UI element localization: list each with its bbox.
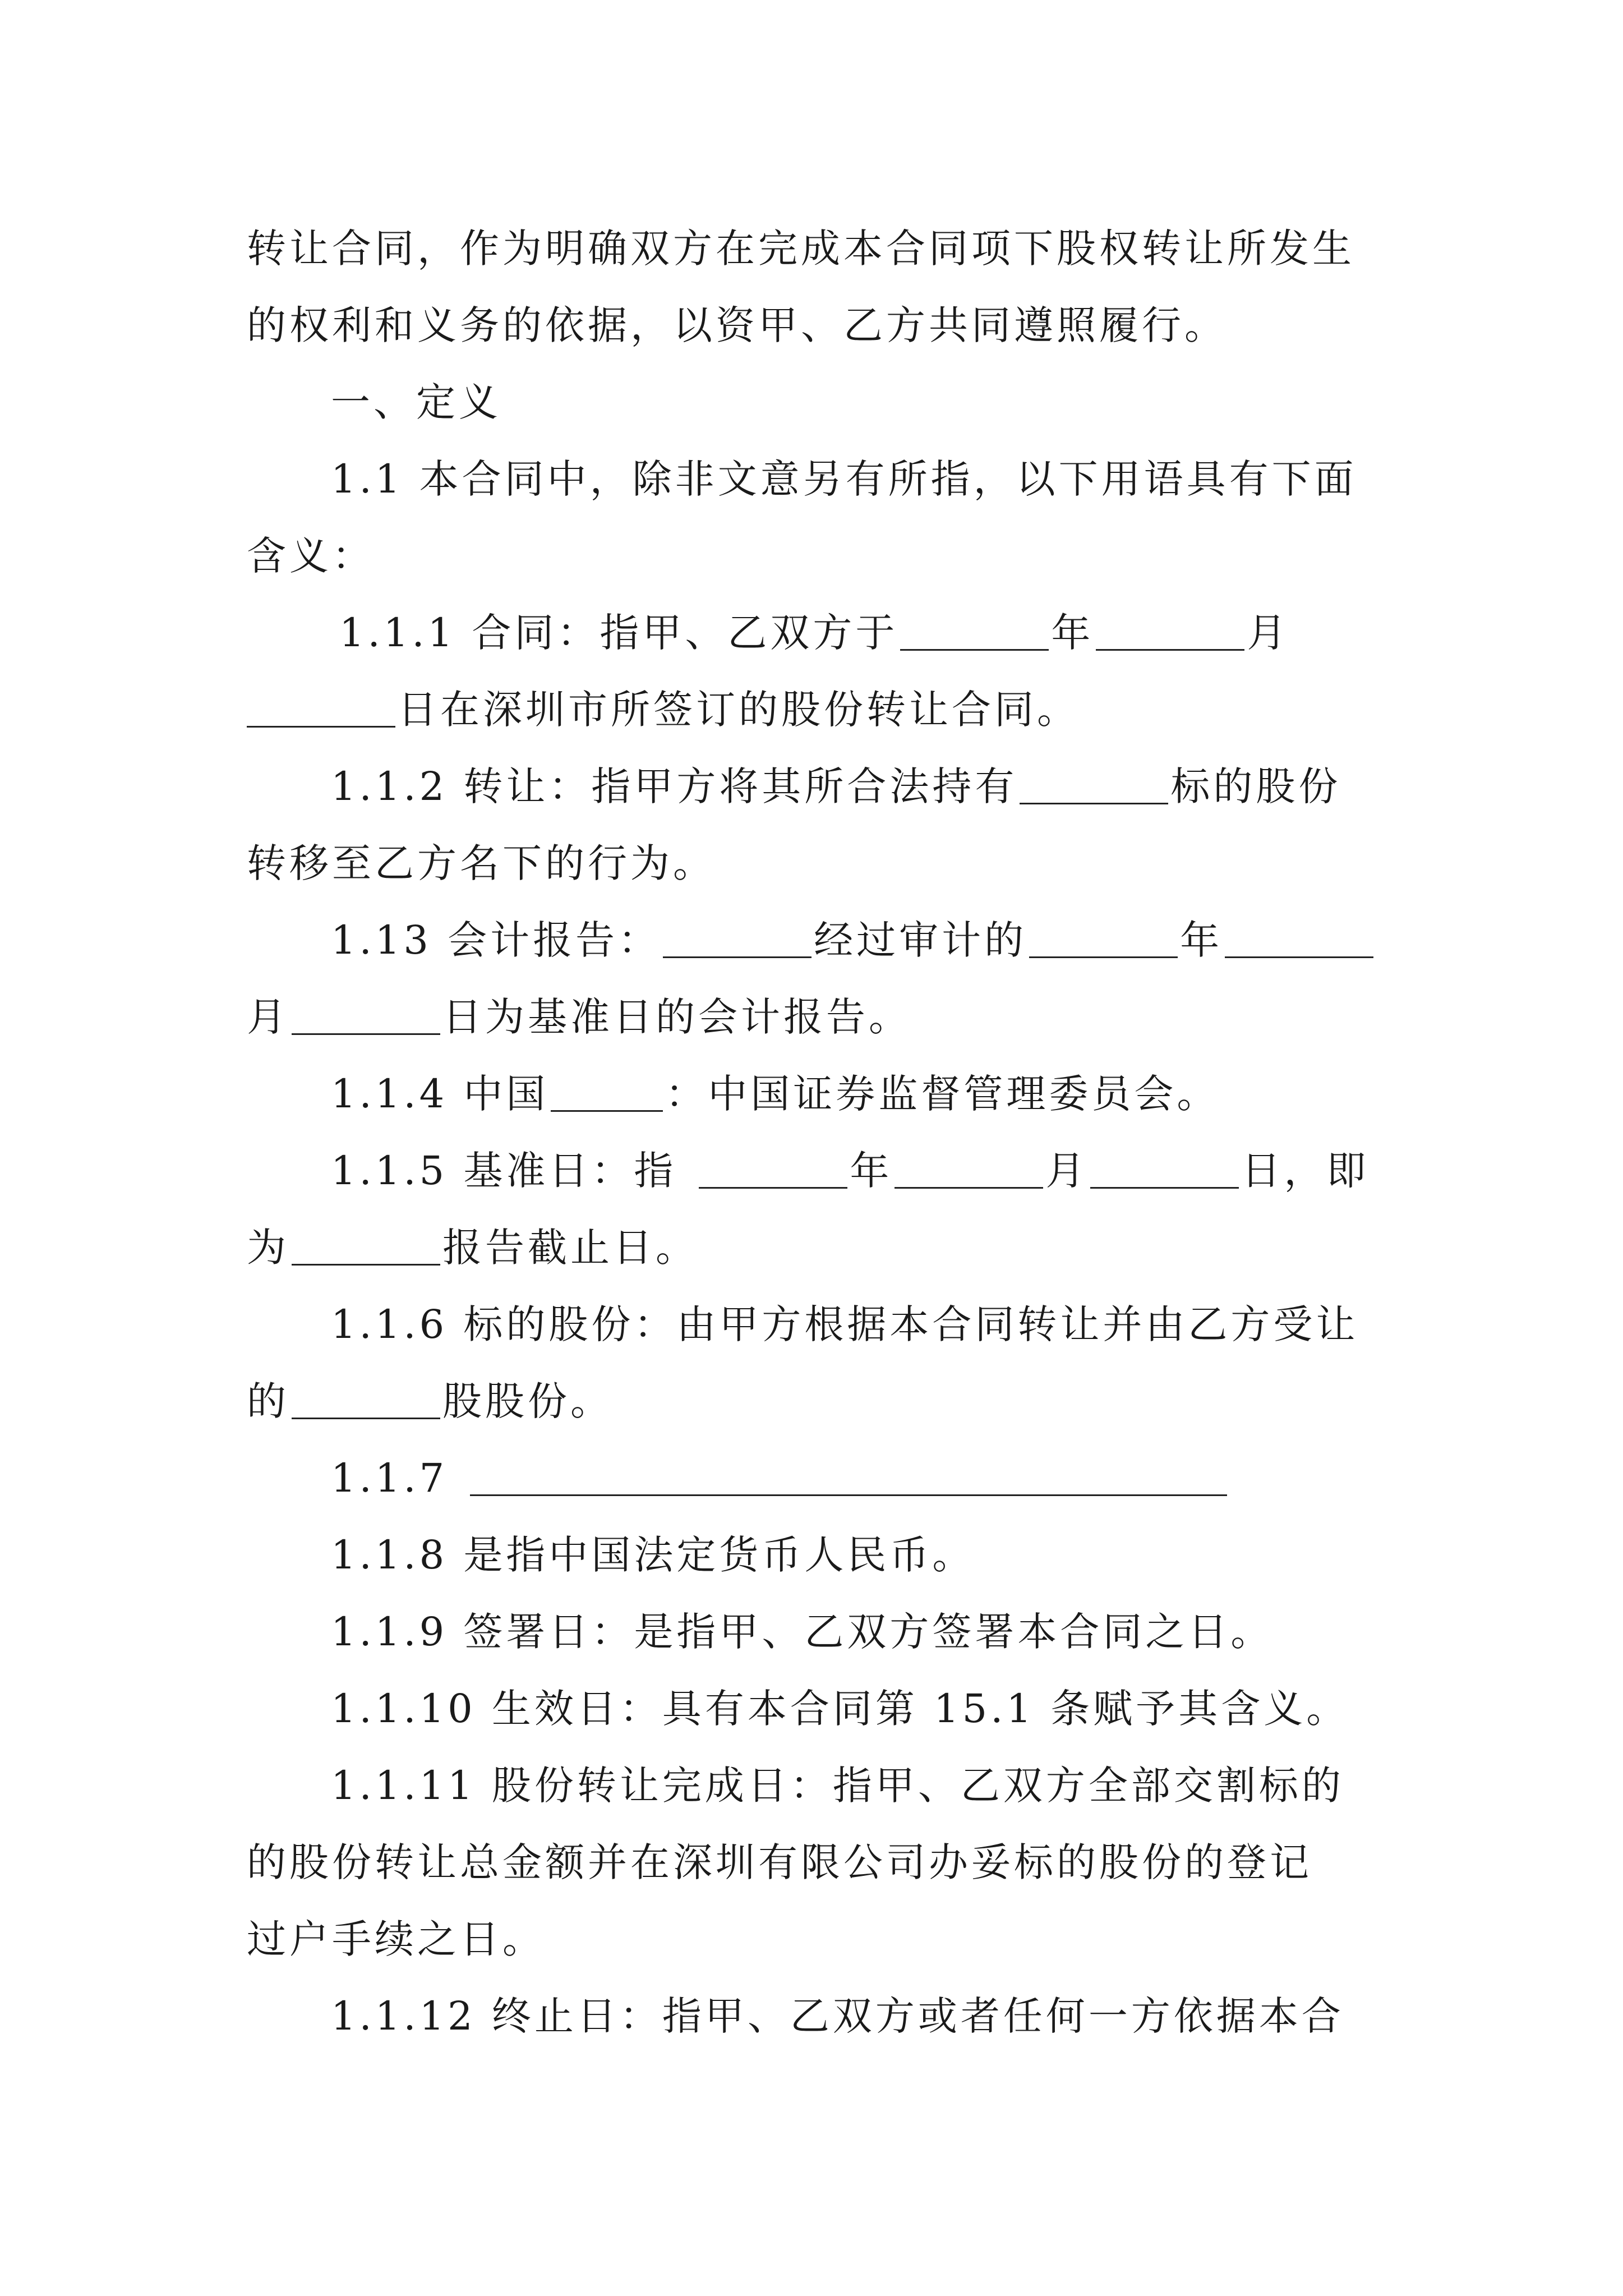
text: 年: [1180, 917, 1223, 963]
clause-1-1-6-line-2: [247, 1363, 1391, 1440]
text: 日，即: [1241, 1148, 1370, 1194]
blank-year[interactable]: [1029, 923, 1178, 958]
clause-1-1-4: [247, 1056, 1391, 1133]
text: 1.1.1 合同：指甲、乙双方于: [339, 610, 898, 656]
clause-1-1-10: [247, 1671, 1391, 1747]
text: ：中国证券监督管理委员会。: [665, 1071, 1220, 1117]
text: 含义：: [247, 533, 375, 579]
text: 月: [1247, 610, 1290, 656]
blank-month-start[interactable]: [1225, 923, 1373, 958]
text: 标的股份: [1170, 763, 1341, 809]
clause-1-1-8: [247, 1517, 1391, 1594]
text: 1.1.5 基准日：指: [331, 1148, 677, 1194]
blank-report[interactable]: [292, 1230, 440, 1266]
text: 月: [247, 994, 289, 1040]
clause-1-1-5-line-1: [247, 1133, 1391, 1209]
text: 转移至乙方名下的行为。: [247, 840, 716, 886]
clause-1-1-1-line-1: [247, 595, 1391, 671]
blank-definition[interactable]: [470, 1461, 1227, 1496]
blank-day[interactable]: [292, 1000, 440, 1035]
text: 1.1.9 签署日：是指甲、乙双方签署本合同之日。: [331, 1609, 1274, 1655]
text: 的权利和义务的依据，以资甲、乙方共同遵照履行。: [247, 302, 1227, 348]
clause-1-1-11-line-3: [247, 1901, 1391, 1978]
clause-1-1-7: [247, 1440, 1391, 1517]
text: 的股份转让总金额并在深圳有限公司办妥标的股份的登记: [247, 1839, 1312, 1885]
clause-1-1-11-line-2: [247, 1824, 1391, 1901]
text: 经过审计的: [814, 917, 1027, 963]
blank-year[interactable]: [699, 1153, 847, 1189]
clause-1-1-line-1: [247, 441, 1391, 518]
text: 1.1.6 标的股份：由甲方根据本合同转让并由乙方受让: [331, 1301, 1359, 1347]
text: 为: [247, 1225, 289, 1271]
text: 年: [850, 1148, 893, 1194]
text: 1.1.11 股份转让完成日：指甲、乙双方全部交割标的: [331, 1763, 1344, 1809]
paragraph-opening-line-1: [247, 210, 1391, 287]
clause-1-1-2-line-1: [247, 748, 1391, 825]
blank-day[interactable]: [1090, 1153, 1239, 1189]
section-title: 一、定义: [331, 379, 501, 425]
text: 的: [247, 1378, 289, 1424]
blank-year[interactable]: [900, 615, 1049, 651]
text: 1.1 本合同中，除非文意另有所指，以下用语具有下面: [331, 456, 1357, 502]
clause-1-1-9: [247, 1594, 1391, 1671]
paragraph-opening-line-2: [247, 287, 1391, 364]
clause-1-1-6-line-1: [247, 1286, 1391, 1363]
text: 年: [1051, 610, 1094, 656]
clause-1-1-1-line-2: [247, 671, 1391, 748]
text: 过户手续之日。: [247, 1916, 545, 1962]
clause-1-1-12: [247, 1978, 1391, 2055]
blank-day[interactable]: [247, 692, 395, 728]
text: 1.1.7: [331, 1455, 448, 1501]
text: 转让合同，作为明确双方在完成本合同项下股权转让所发生: [247, 226, 1355, 272]
clause-1-1-5-line-2: [247, 1209, 1391, 1286]
text: 1.1.8 是指中国法定货币人民币。: [331, 1532, 975, 1578]
blank-regulator[interactable]: [551, 1076, 663, 1112]
clause-1-13-line-2: [247, 979, 1391, 1056]
text: 月: [1045, 1148, 1089, 1194]
blank-share-count[interactable]: [292, 1384, 440, 1419]
text: 1.1.10 生效日：具有本合同第 15.1 条赋予其含义。: [331, 1686, 1349, 1732]
text: 日为基准日的会计报告。: [442, 994, 911, 1040]
section-heading-definitions: [247, 364, 1391, 441]
text: 1.1.2 转让：指甲方将其所合法持有: [331, 763, 1018, 809]
blank-company[interactable]: [663, 923, 811, 958]
clause-1-1-line-2: [247, 518, 1391, 595]
text: 股股份。: [442, 1378, 613, 1424]
clause-1-13-line-1: [247, 902, 1391, 979]
text: 1.1.12 终止日：指甲、乙双方或者任何一方依据本合: [331, 1993, 1344, 2039]
blank-month[interactable]: [1096, 615, 1244, 651]
clause-1-1-11-line-1: [247, 1747, 1391, 1824]
document-page: [247, 210, 1391, 2055]
blank-month[interactable]: [895, 1153, 1043, 1189]
text: 1.13 会计报告：: [331, 917, 661, 963]
clause-1-1-2-line-2: [247, 825, 1391, 902]
text: 日在深圳市所签订的股份转让合同。: [398, 687, 1080, 733]
text: 1.1.4 中国: [331, 1071, 549, 1117]
text: 报告截止日。: [442, 1225, 698, 1271]
blank-company[interactable]: [1020, 769, 1168, 804]
